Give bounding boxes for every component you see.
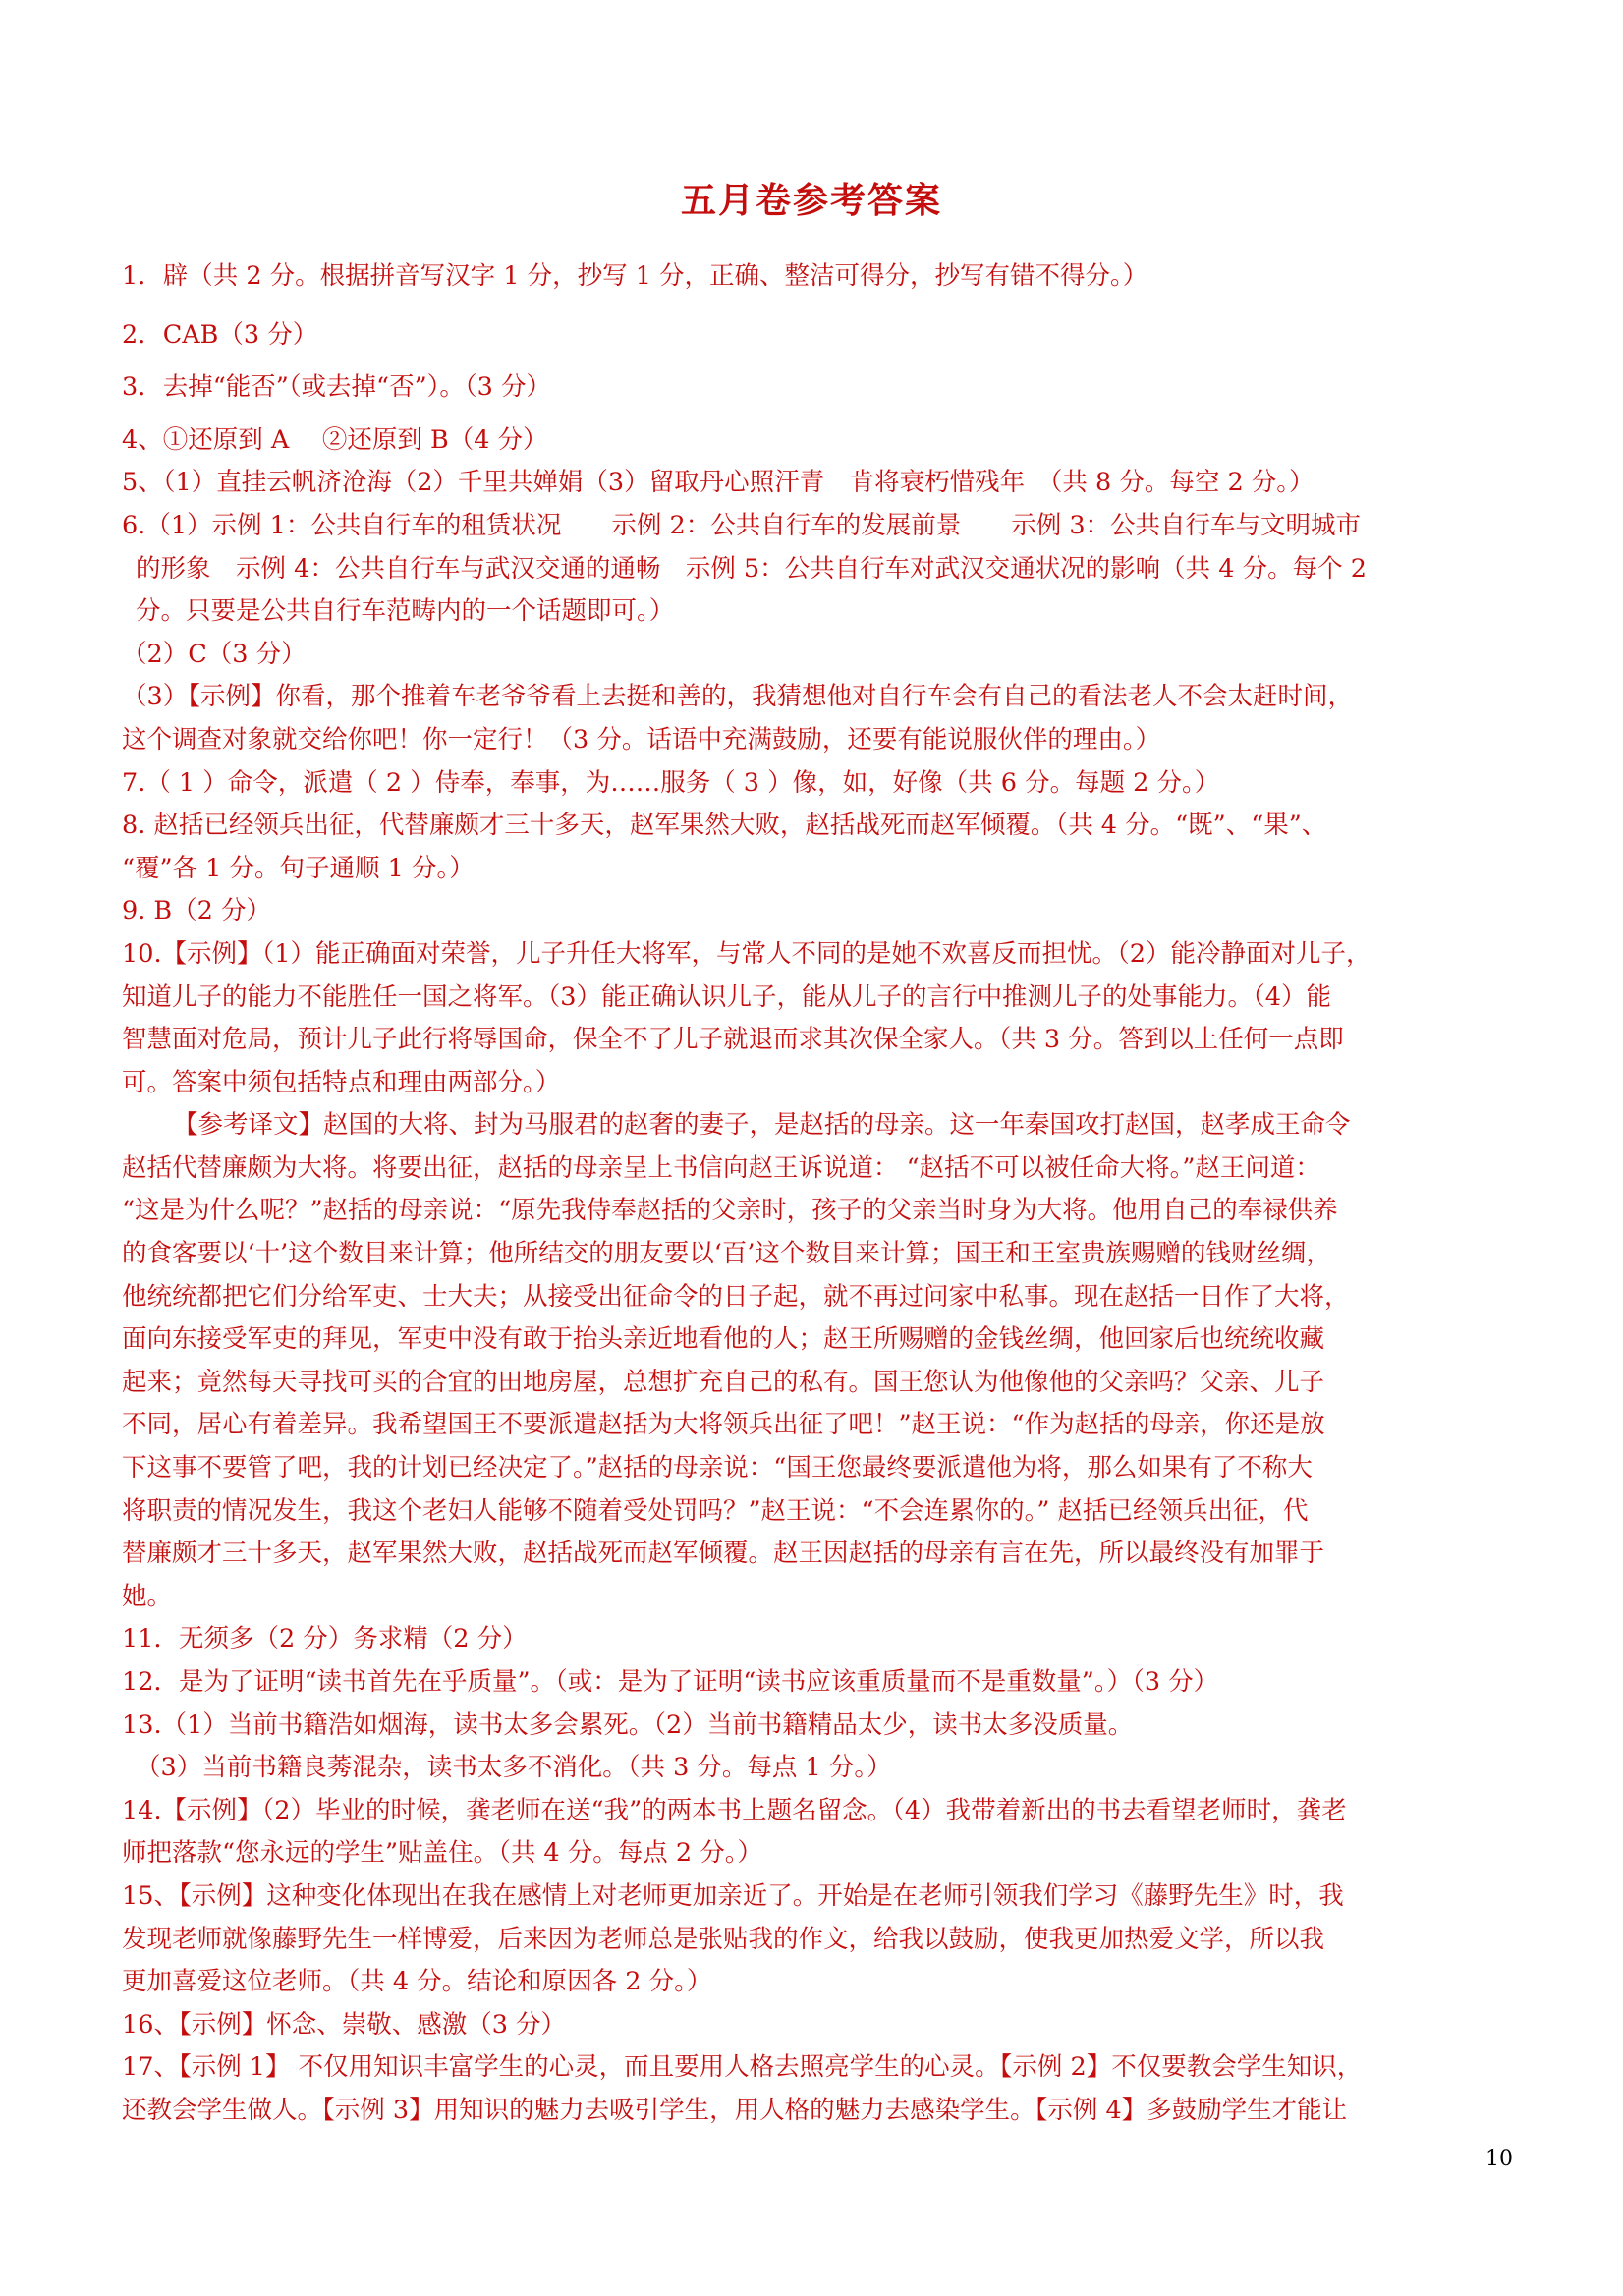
text-line: 【参考译文】赵国的大将、封为马服君的赵奢的妻子，是赵括的母亲。这一年秦国攻打赵国，赵孝成王命令	[173, 1110, 1351, 1141]
text-line: 起来；竟然每天寻找可买的合宜的田地房屋，总想扩充自己的私有。国王您认为他像他的父亲吗？父亲、儿子	[122, 1367, 1325, 1397]
text-line: 12．是为了证明“读书首先在乎质量”。（或：是为了证明“读书应该重质量而不是重数量”。）（3 分）	[122, 1667, 1219, 1697]
text-line: “这是为什么呢？”赵括的母亲说：“原先我侍奉赵括的父亲时，孩子的父亲当时身为大将。他用自己的奉禄供养	[122, 1196, 1338, 1226]
text-line: 9. B（2 分）	[122, 896, 272, 926]
text-line: 2．CAB（3 分）	[122, 319, 318, 350]
text-line: 可。答案中须包括特点和理由两部分。）	[122, 1067, 561, 1097]
text-line: 分。只要是公共自行车范畴内的一个话题即可。）	[136, 596, 675, 627]
answer-content	[122, 246, 1512, 2133]
text-line: 15、【示例】这种变化体现出在我在感情上对老师更加亲近了。开始是在老师引领我们学习《藤野先生》时，我	[122, 1880, 1344, 1911]
text-line: 3．去掉“能否”（或去掉“否”）。（3 分）	[122, 372, 551, 403]
text-line: 她。	[122, 1581, 173, 1611]
text-line: 更加喜爱这位老师。（共 4 分。结论和原因各 2 分。）	[122, 1967, 712, 1997]
text-line: 16、【示例】怀念、崇敬、感激（3 分）	[122, 2009, 567, 2040]
text-line: 6.（1）示例 1：公共自行车的租赁状况 示例 2：公共自行车的发展前景 示例 3：公共自行车与文明城市	[122, 510, 1362, 540]
text-line: “覆”各 1 分。句子通顺 1 分。）	[122, 853, 475, 883]
page-title: 五月卷参考答案	[680, 181, 942, 221]
text-line: 赵括代替廉颇为大将。将要出征，赵括的母亲呈上书信向赵王诉说道： “赵括不可以被任命大将。”赵王问道：	[122, 1152, 1320, 1183]
text-line: （2）C（3 分）	[122, 639, 307, 669]
text-line: 下这事不要管了吧，我的计划已经决定了。”赵括的母亲说：“国王您最终要派遣他为将，那么如果有了不称大	[122, 1453, 1313, 1484]
text-line: 5、（1）直挂云帆济沧海（2）千里共婵娟（3）留取丹心照汗青 肯将衰朽惜残年 （共 8 分。每空 2 分。）	[122, 468, 1315, 498]
text-line: 17、【示例 1】 不仅用知识丰富学生的心灵，而且要用人格去照亮学生的心灵。【示例 2】不仅要教会学生知识，	[122, 2052, 1363, 2083]
text-line: 11．无须多（2 分）务求精（2 分）	[122, 1624, 528, 1654]
text-line: 这个调查对象就交给你吧！你一定行！（3 分。话语中充满鼓励，还要有能说服伙伴的理由。）	[122, 724, 1161, 755]
text-line: 他统统都把它们分给军吏、士大夫；从接受出征命令的日子起，就不再过问家中私事。现在赵括一日作了大将，	[122, 1281, 1350, 1312]
text-line: 的形象 示例 4：公共自行车与武汉交通的通畅 示例 5：公共自行车对武汉交通状况的影响（共 4 分。每个 2	[136, 553, 1367, 584]
text-line: 10.【示例】（1）能正确面对荣誉，儿子升任大将军，与常人不同的是她不欢喜反而担忧。（2）能冷静面对儿子，	[122, 938, 1371, 969]
text-line: （3）当前书籍良莠混杂，读书太多不消化。（共 3 分。每点 1 分。）	[136, 1753, 892, 1783]
text-line: 还教会学生做人。【示例 3】用知识的魅力去吸引学生，用人格的魅力去感染学生。【示例 4】多鼓励学生才能让	[122, 2095, 1348, 2125]
text-line: 智慧面对危局，预计儿子此行将辱国命，保全不了儿子就退而求其次保全家人。（共 3 分。答到以上任何一点即	[122, 1025, 1344, 1055]
text-line: 知道儿子的能力不能胜任一国之将军。（3）能正确认识儿子，能从儿子的言行中推测儿子的处事能力。（4）能	[122, 981, 1331, 1012]
text-line: 将职责的情况发生，我这个老妇人能够不随着受处罚吗？”赵王说：“不会连累你的。” 赵括已经领兵出征，代	[122, 1495, 1309, 1526]
text-line: 8. 赵括已经领兵出征，代替廉颇才三十多天，赵军果然大败，赵括战死而赵军倾覆。（共 4 分。“既”、“果”、	[122, 811, 1327, 841]
text-line: （3）【示例】你看，那个推着车老爷爷看上去挺和善的，我猜想他对自行车会有自己的看法老人不会太赶时间，	[122, 682, 1353, 712]
text-line: 的食客要以‘十’这个数目来计算；他所结交的朋友要以‘百’这个数目来计算；国王和王室贵族赐赠的钱财丝绸，	[122, 1239, 1331, 1269]
text-line: 14.【示例】（2）毕业的时候，龚老师在送“我”的两本书上题名留念。（4）我带着新出的书去看望老师时，龚老	[122, 1795, 1347, 1825]
text-line: 7.（ 1 ）命令，派遣（ 2 ）侍奉，奉事，为……服务（ 3 ）像，如，好像（共 6 分。每题 2 分。）	[122, 767, 1220, 798]
text-line: 13.（1）当前书籍浩如烟海，读书太多会累死。（2）当前书籍精品太少，读书太多没质量。	[122, 1709, 1134, 1740]
text-line: 1．辟（共 2 分。根据拼音写汉字 1 分，抄写 1 分，正确、整洁可得分，抄写有错不得分。）	[122, 261, 1148, 291]
text-line: 面向东接受军吏的拜见，军吏中没有敢于抬头亲近地看他的人；赵王所赐赠的金钱丝绸，他回家后也统统收藏	[122, 1324, 1325, 1355]
text-line: 发现老师就像藤野先生一样博爱，后来因为老师总是张贴我的作文，给我以鼓励，使我更加热爱文学，所以我	[122, 1924, 1325, 1954]
text-line: 替廉颇才三十多天，赵军果然大败，赵括战死而赵军倾覆。赵王因赵括的母亲有言在先，所以最终没有加罪于	[122, 1539, 1325, 1569]
text-line: 师把落款“您永远的学生”贴盖住。（共 4 分。每点 2 分。）	[122, 1838, 762, 1869]
text-line: 不同，居心有着差异。我希望国王不要派遣赵括为大将领兵出征了吧！”赵王说：“作为赵括的母亲，你还是放	[122, 1410, 1325, 1440]
text-line: 4、①还原到 A ②还原到 B（4 分）	[122, 424, 548, 455]
page-number: 10	[1485, 2147, 1513, 2171]
